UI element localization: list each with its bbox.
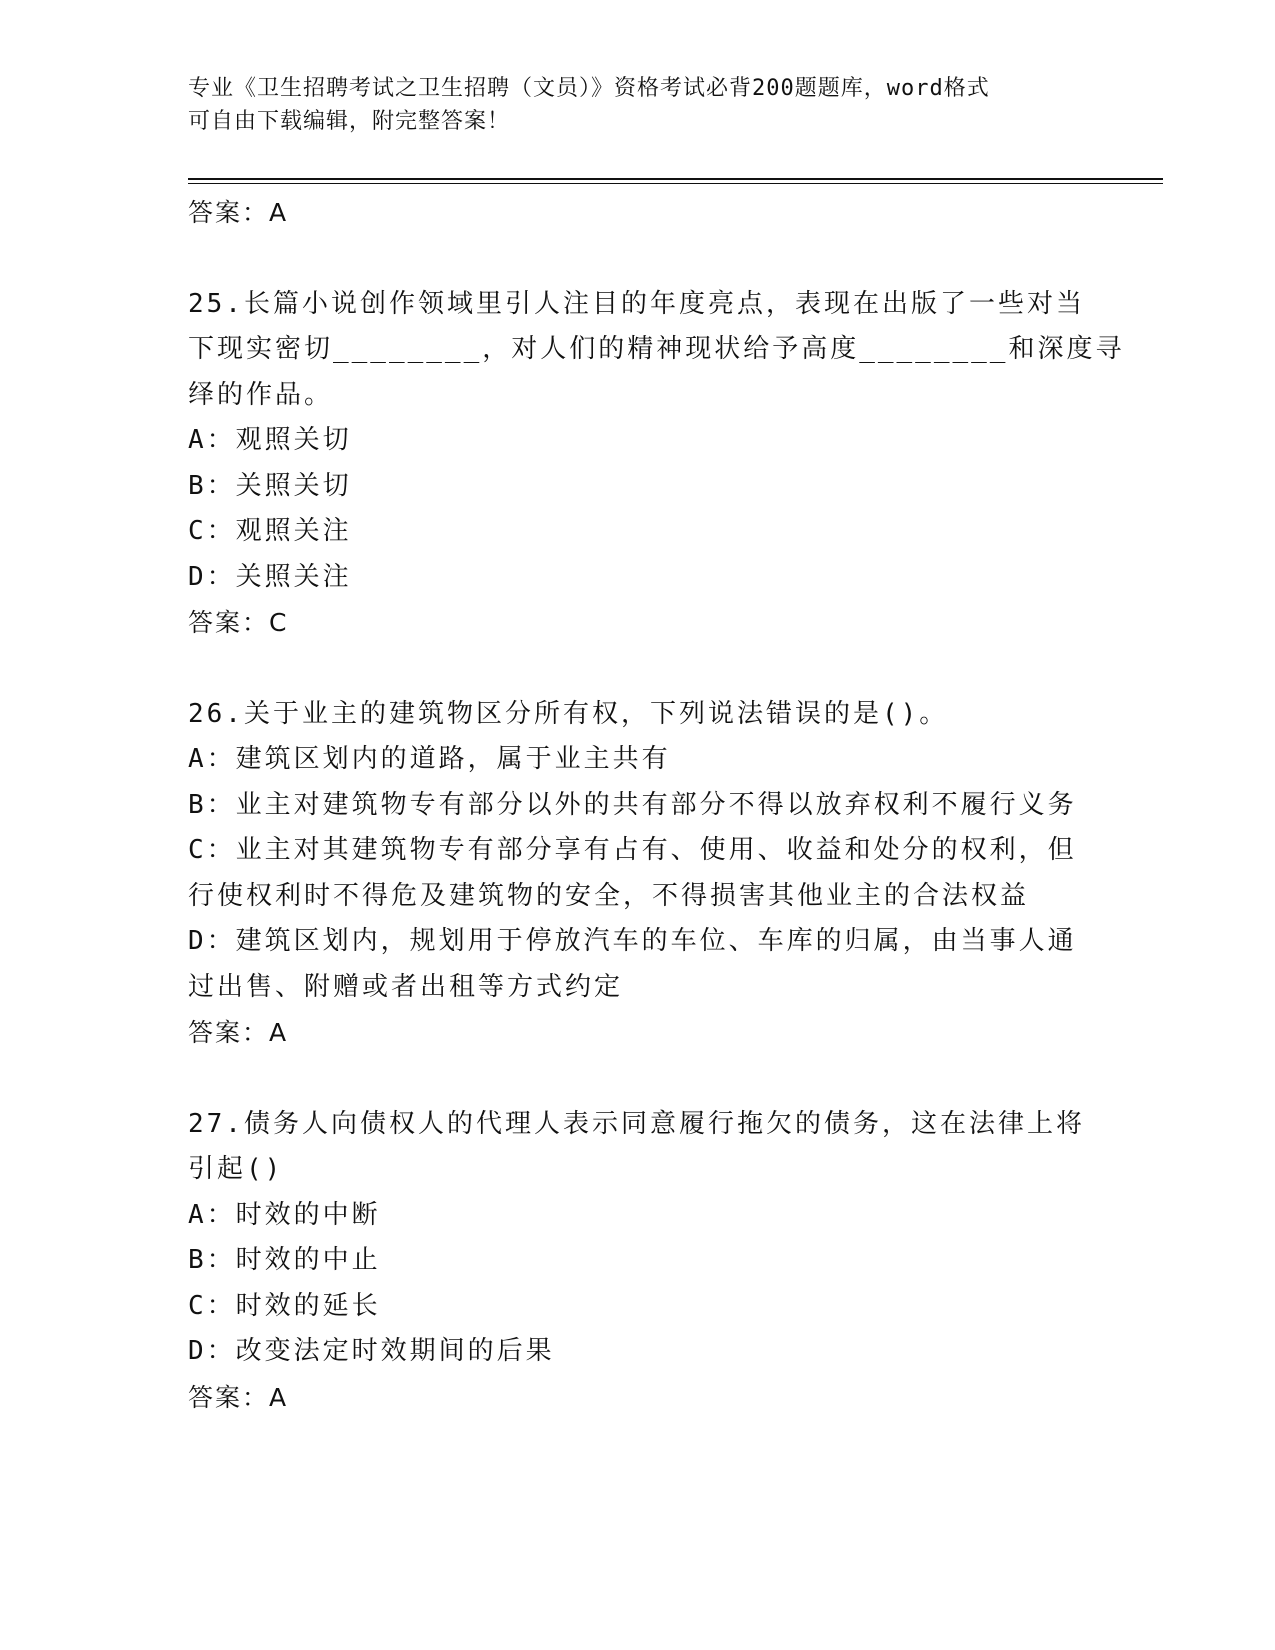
header-line-2: 可自由下载编辑，附完整答案！: [188, 109, 511, 134]
question-stem-line: 下现实密切________，对人们的精神现状给予高度________和深度寻: [188, 334, 1125, 364]
header-rule-thick: [188, 178, 1163, 180]
question-content: [188, 190, 1125, 1420]
answer-line: 答案：A: [188, 198, 289, 227]
question-stem-line: 26.关于业主的建筑物区分所有权，下列说法错误的是()。: [188, 698, 949, 729]
option-b: B：业主对建筑物专有部分以外的共有部分不得以放弃权利不履行义务: [188, 789, 1077, 820]
option-a: A：建筑区划内的道路，属于业主共有: [188, 744, 671, 774]
option-a: A：时效的中断: [188, 1199, 381, 1230]
spacer: [188, 646, 1088, 692]
answer-line: 答案：A: [188, 1018, 289, 1047]
spacer: [188, 236, 1088, 282]
option-c: C：时效的延长: [188, 1290, 381, 1321]
question-stem-line: 25.长篇小说创作领域里引人注目的年度亮点，表现在出版了一些对当: [188, 288, 1085, 319]
question-27: [188, 1102, 1088, 1421]
question-25: [188, 282, 1125, 646]
answer-line: 答案：C: [188, 608, 289, 637]
option-b: B：时效的中止: [188, 1245, 381, 1275]
document-header: [188, 72, 1068, 138]
option-d-continued: 过出售、附赠或者出租等方式约定: [188, 971, 624, 1002]
header-line-1: 专业《卫生招聘考试之卫生招聘（文员）》资格考试必背200题题库，word格式: [188, 76, 990, 101]
option-c-continued: 行使权利时不得危及建筑物的安全，不得损害其他业主的合法权益: [188, 880, 1030, 911]
spacer: [188, 1056, 1088, 1102]
option-c: C：观照关注: [188, 516, 352, 546]
option-d: D：建筑区划内，规划用于停放汽车的车位、车库的归属，由当事人通: [188, 926, 1077, 956]
option-d: D：关照关注: [188, 561, 352, 592]
question-stem-line: 27.债务人向债权人的代理人表示同意履行拖欠的债务，这在法律上将: [188, 1108, 1085, 1139]
question-stem-line: 引起(): [188, 1154, 284, 1184]
answer-line: 答案：A: [188, 1382, 289, 1412]
header-rule-thin: [188, 183, 1163, 184]
option-a: A：观照关切: [188, 425, 352, 455]
question-26: [188, 692, 1088, 1056]
question-stem-line: 绎的作品。: [188, 379, 334, 410]
option-c: C：业主对其建筑物专有部分享有占有、使用、收益和处分的权利，但: [188, 835, 1077, 865]
option-d: D：改变法定时效期间的后果: [188, 1336, 555, 1366]
option-b: B：关照关切: [188, 470, 352, 501]
